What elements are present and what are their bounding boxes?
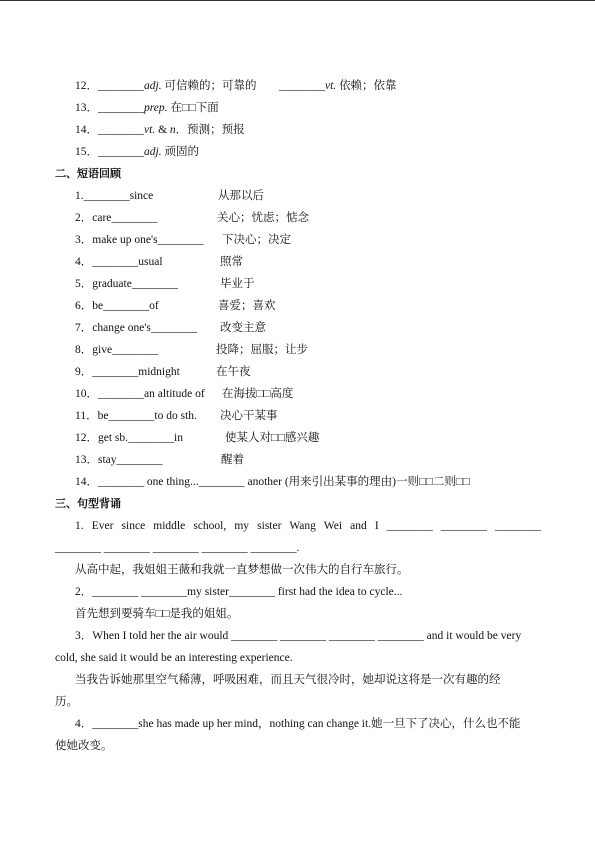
part-of-speech: vt.	[144, 124, 156, 136]
phrase-zh: 从那以后	[218, 190, 264, 202]
part-of-speech: n	[169, 124, 176, 136]
part-of-speech: adj.	[144, 80, 162, 92]
section-heading-phrases: 二、短语回顾	[55, 167, 121, 180]
sentence-1-translation: 从高中起，我姐姐王薇和我就一直梦想做一次伟大的自行车旅行。	[75, 564, 409, 576]
phrase-en: 2．care________	[75, 212, 158, 224]
phrase-zh: 醒着	[221, 454, 244, 466]
connector: &	[155, 124, 170, 136]
part-of-speech: prep.	[144, 102, 168, 114]
phrase-zh: 照常	[220, 256, 243, 268]
vocab-number: 15．________	[75, 146, 144, 158]
top-border	[0, 0, 595, 1]
phrase-zh: 在午夜	[216, 366, 251, 378]
phrase-zh: 投降；屈服；让步	[216, 344, 308, 356]
phrase-en: 9．________midnight	[75, 366, 180, 378]
vocab-meaning: 顽固的	[161, 146, 199, 158]
phrase-en: 8．give________	[75, 344, 159, 356]
sentence-2: 2．________ ________my sister________ first had the idea to cycle...	[75, 586, 403, 598]
sentence-3-translation-line-2: 历。	[55, 696, 78, 708]
phrase-zh: 关心；忧虑；惦念	[217, 212, 309, 224]
vocab-meaning: ．预测；预报	[175, 124, 245, 136]
part-of-speech: vt.	[325, 80, 337, 92]
section-heading-sentences: 三、句型背诵	[55, 497, 121, 510]
phrase-en: 5．graduate________	[75, 278, 178, 290]
phrase-en: 12．get sb.________in	[75, 432, 183, 444]
phrase-zh: 改变主意	[220, 322, 266, 334]
sentence-4-line-2: 使她改变。	[55, 740, 113, 752]
vocab-item-15	[75, 145, 199, 159]
phrase-en: 10．________an altitude of	[75, 388, 205, 400]
sentence-2-translation: 首先想到要骑车□□是我的姐姐。	[75, 608, 239, 620]
vocab-number: 13．________	[75, 102, 144, 114]
sentence-1-line-1: 1. Ever since middle school, my sister Wang Wei and I ________ ________ ________	[75, 520, 541, 532]
phrase-en: 7．change one's________	[75, 322, 197, 334]
vocab-item-13	[75, 101, 219, 115]
phrase-en: 3．make up one's________	[75, 234, 204, 246]
vocab-item-12b	[279, 79, 397, 93]
phrase-en: 6．be________of	[75, 300, 159, 312]
vocab-blank: ________	[279, 80, 325, 92]
vocab-number: 12．________	[75, 80, 144, 92]
vocab-item-14	[75, 123, 245, 137]
phrase-en: 13．stay________	[75, 454, 163, 466]
phrase-en: 14．________ one thing...________ another (用来引出某事的理由)一则□□二则□□	[75, 476, 470, 488]
sentence-4-line-1: 4．________she has made up her mind，nothing can change it.她一旦下了决心，什么也不能	[75, 718, 521, 730]
sentence-3-line-2: cold, she said it would be an interesting experience.	[55, 652, 293, 664]
phrase-zh: 决心干某事	[220, 410, 278, 422]
phrase-zh: 下决心；决定	[222, 234, 291, 246]
phrase-zh: 使某人对□□感兴趣	[225, 432, 320, 444]
vocab-meaning: 可信赖的；可靠的	[161, 80, 257, 92]
vocab-meaning: 在□□下面	[167, 102, 219, 114]
sentence-3-line-1: 3．When I told her the air would ________ ________ ________ ________ and it would be very	[75, 630, 522, 642]
phrase-en: 4．________usual	[75, 256, 163, 268]
phrase-zh: 喜爱；喜欢	[218, 300, 276, 312]
phrase-en: 11．be________to do sth.	[75, 410, 197, 422]
phrase-zh: 毕业于	[220, 278, 255, 290]
vocab-meaning: 依赖；依靠	[336, 80, 397, 92]
vocab-number: 14．________	[75, 124, 144, 136]
vocab-item-12	[75, 79, 256, 93]
sentence-3-translation-line-1: 当我告诉她那里空气稀薄，呼吸困难，而且天气很冷时，她却说这将是一次有趣的经	[75, 674, 501, 686]
part-of-speech: adj.	[144, 146, 162, 158]
sentence-1-line-2: ________ ________ ________ ________ ________.	[55, 542, 300, 554]
phrase-en: 1.________since	[75, 190, 154, 202]
phrase-zh: 在海拔□□高度	[222, 388, 294, 400]
